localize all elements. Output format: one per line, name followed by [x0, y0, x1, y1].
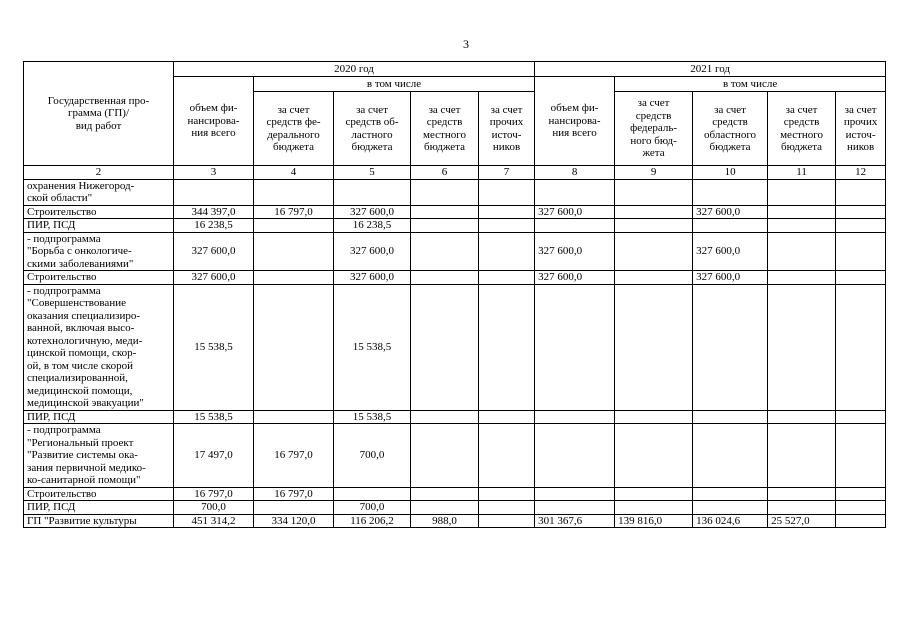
value-cell: 327 600,0 [693, 271, 768, 285]
local-2020-header: за счет средств местного бюджета [411, 92, 479, 166]
table-row [24, 179, 886, 205]
row-name: Строительство [24, 205, 174, 219]
value-cell [535, 424, 615, 488]
value-cell [836, 232, 886, 271]
value-cell [693, 501, 768, 515]
value-cell [615, 410, 693, 424]
column-number: 8 [535, 166, 615, 180]
table-row [24, 487, 886, 501]
value-cell [479, 487, 535, 501]
row-name: Строительство [24, 487, 174, 501]
value-cell [836, 284, 886, 410]
value-cell [411, 284, 479, 410]
column-number: 5 [334, 166, 411, 180]
value-cell: 16 797,0 [174, 487, 254, 501]
row-name: - подпрограмма "Региональный проект "Развитие системы ока- зания первичной медико- ко-санитарной помощи" [24, 424, 174, 488]
value-cell [254, 219, 334, 233]
value-cell: 334 120,0 [254, 514, 334, 528]
value-cell [768, 271, 836, 285]
column-number: 10 [693, 166, 768, 180]
value-cell: 15 538,5 [174, 284, 254, 410]
value-cell: 344 397,0 [174, 205, 254, 219]
year-2021-header: 2021 год [535, 62, 886, 77]
row-name: ПИР, ПСД [24, 410, 174, 424]
value-cell [693, 219, 768, 233]
value-cell [615, 487, 693, 501]
value-cell: 25 527,0 [768, 514, 836, 528]
including-2020-header: в том числе [254, 77, 535, 92]
value-cell [535, 219, 615, 233]
column-number: 4 [254, 166, 334, 180]
value-cell [535, 410, 615, 424]
value-cell [411, 219, 479, 233]
local-2021-header: за счет средств местного бюджета [768, 92, 836, 166]
regional-2020-header: за счет средств об- ластного бюджета [334, 92, 411, 166]
value-cell [411, 179, 479, 205]
value-cell [836, 205, 886, 219]
value-cell [479, 284, 535, 410]
value-cell [693, 487, 768, 501]
value-cell: 16 238,5 [174, 219, 254, 233]
value-cell [411, 501, 479, 515]
value-cell [174, 179, 254, 205]
value-cell [411, 424, 479, 488]
other-2021-header: за счет прочих источ- ников [836, 92, 886, 166]
value-cell: 16 797,0 [254, 487, 334, 501]
value-cell: 451 314,2 [174, 514, 254, 528]
value-cell [768, 487, 836, 501]
value-cell: 327 600,0 [334, 205, 411, 219]
value-cell: 988,0 [411, 514, 479, 528]
table-row [24, 205, 886, 219]
value-cell [411, 232, 479, 271]
value-cell [615, 205, 693, 219]
value-cell [615, 232, 693, 271]
value-cell [254, 410, 334, 424]
value-cell [836, 219, 886, 233]
value-cell: 327 600,0 [693, 232, 768, 271]
row-name: ПИР, ПСД [24, 219, 174, 233]
value-cell [768, 410, 836, 424]
value-cell: 327 600,0 [174, 271, 254, 285]
federal-2021-header: за счет средств федераль- ного бюд- жета [615, 92, 693, 166]
value-cell: 327 600,0 [535, 271, 615, 285]
value-cell: 700,0 [334, 501, 411, 515]
year-2020-header: 2020 год [174, 62, 535, 77]
value-cell: 327 600,0 [535, 205, 615, 219]
financing-table [23, 61, 886, 528]
value-cell [615, 424, 693, 488]
value-cell: 700,0 [174, 501, 254, 515]
value-cell [836, 271, 886, 285]
column-number: 7 [479, 166, 535, 180]
value-cell [693, 179, 768, 205]
value-cell: 16 797,0 [254, 424, 334, 488]
table-row [24, 284, 886, 410]
value-cell [693, 424, 768, 488]
value-cell [254, 501, 334, 515]
column-number: 3 [174, 166, 254, 180]
value-cell [615, 219, 693, 233]
table-row [24, 271, 886, 285]
value-cell: 17 497,0 [174, 424, 254, 488]
total-2020-header: объем фи- нансирова- ния всего [174, 77, 254, 166]
table-row [24, 219, 886, 233]
value-cell [479, 205, 535, 219]
value-cell: 16 238,5 [334, 219, 411, 233]
value-cell [768, 205, 836, 219]
value-cell [535, 501, 615, 515]
value-cell [479, 179, 535, 205]
value-cell [411, 487, 479, 501]
column-number: 2 [24, 166, 174, 180]
value-cell: 139 816,0 [615, 514, 693, 528]
table-row [24, 232, 886, 271]
value-cell [615, 284, 693, 410]
value-cell [411, 271, 479, 285]
row-name: охранения Нижегород- ской области" [24, 179, 174, 205]
regional-2021-header: за счет средств областного бюджета [693, 92, 768, 166]
value-cell [768, 424, 836, 488]
value-cell [768, 179, 836, 205]
value-cell [479, 232, 535, 271]
value-cell [334, 179, 411, 205]
value-cell [479, 219, 535, 233]
value-cell [836, 179, 886, 205]
value-cell: 327 600,0 [535, 232, 615, 271]
value-cell: 327 600,0 [334, 232, 411, 271]
total-2021-header: объем фи- нансирова- ния всего [535, 77, 615, 166]
value-cell [254, 284, 334, 410]
value-cell [615, 271, 693, 285]
row-name: ГП "Развитие культуры [24, 514, 174, 528]
value-cell [479, 410, 535, 424]
value-cell [836, 410, 886, 424]
value-cell [334, 487, 411, 501]
value-cell [479, 514, 535, 528]
value-cell: 301 367,6 [535, 514, 615, 528]
value-cell [479, 424, 535, 488]
value-cell [768, 219, 836, 233]
program-column-header: Государственная про- грамма (ГП)/ вид работ [24, 62, 174, 166]
value-cell: 327 600,0 [334, 271, 411, 285]
value-cell [411, 205, 479, 219]
value-cell [254, 179, 334, 205]
column-number-row [24, 166, 886, 180]
value-cell [615, 179, 693, 205]
value-cell: 15 538,5 [334, 410, 411, 424]
value-cell: 136 024,6 [693, 514, 768, 528]
page-number: 3 [463, 37, 469, 51]
value-cell [836, 501, 886, 515]
value-cell [768, 501, 836, 515]
value-cell: 15 538,5 [174, 410, 254, 424]
value-cell [254, 232, 334, 271]
value-cell [535, 179, 615, 205]
federal-2020-header: за счет средств фе- дерального бюджета [254, 92, 334, 166]
row-name: Строительство [24, 271, 174, 285]
table-body [24, 179, 886, 528]
value-cell [836, 514, 886, 528]
other-2020-header: за счет прочих источ- ников [479, 92, 535, 166]
table-row [24, 501, 886, 515]
value-cell [836, 487, 886, 501]
value-cell: 116 206,2 [334, 514, 411, 528]
value-cell: 15 538,5 [334, 284, 411, 410]
including-2021-header: в том числе [615, 77, 886, 92]
value-cell: 327 600,0 [174, 232, 254, 271]
value-cell: 700,0 [334, 424, 411, 488]
column-number: 12 [836, 166, 886, 180]
column-number: 9 [615, 166, 693, 180]
column-number: 6 [411, 166, 479, 180]
value-cell [693, 284, 768, 410]
value-cell [254, 271, 334, 285]
value-cell [836, 424, 886, 488]
value-cell: 16 797,0 [254, 205, 334, 219]
row-name: ПИР, ПСД [24, 501, 174, 515]
value-cell [479, 501, 535, 515]
row-name: - подпрограмма "Борьба с онкологиче- скими заболеваниями" [24, 232, 174, 271]
table-row [24, 514, 886, 528]
value-cell: 327 600,0 [693, 205, 768, 219]
value-cell [535, 487, 615, 501]
value-cell [768, 232, 836, 271]
value-cell [479, 271, 535, 285]
value-cell [693, 410, 768, 424]
value-cell [615, 501, 693, 515]
value-cell [535, 284, 615, 410]
column-number: 11 [768, 166, 836, 180]
table-row [24, 410, 886, 424]
table-row [24, 424, 886, 488]
row-name: - подпрограмма "Совершенствование оказания специализиро- ванной, включая высо- котехнологичную, меди- цинской помощи, скор- ой, в том числе скорой специализированной, медицинской помощи, медицинской эвакуации" [24, 284, 174, 410]
value-cell [768, 284, 836, 410]
value-cell [411, 410, 479, 424]
